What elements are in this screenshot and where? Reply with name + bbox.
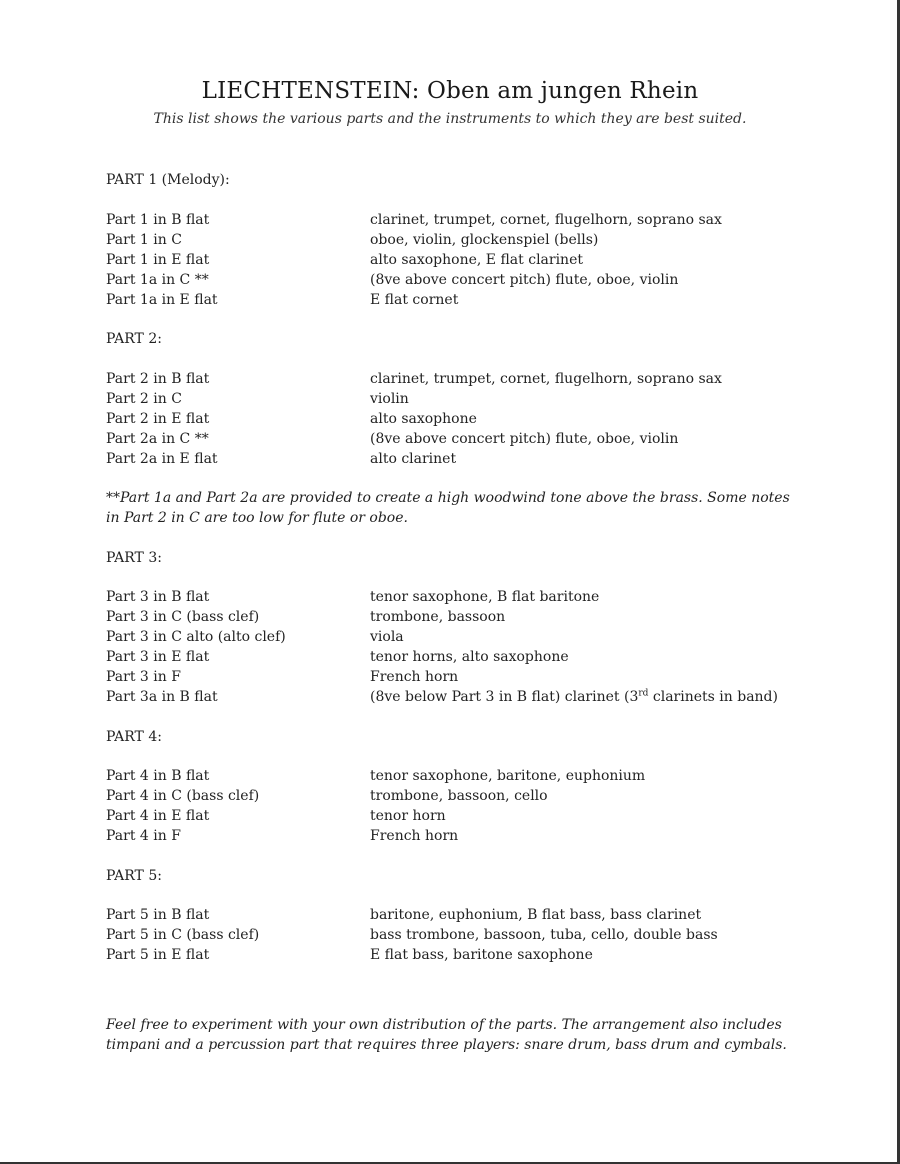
part-instruments (370, 389, 409, 409)
part-instruments (370, 429, 678, 449)
part-instruments (370, 647, 569, 667)
part-name: Part 2 in E flat (106, 410, 210, 427)
part-instruments (370, 786, 548, 806)
section-heading: PART 5: (106, 867, 162, 884)
instruments-text: tenor horns, alto saxophone (370, 649, 569, 665)
page-title: LIECHTENSTEIN: Oben am jungen Rhein (201, 78, 699, 104)
part-name: Part 3 in F (106, 669, 181, 685)
part-row (106, 905, 806, 925)
section-heading: PART 2: (106, 331, 162, 347)
part-row (106, 925, 806, 945)
instruments-text: alto clarinet (370, 450, 457, 467)
instruments-text: E flat bass, baritone saxophone (370, 947, 593, 963)
page-subtitle: This list shows the various parts and the instruments to which they are best suited. (153, 111, 747, 127)
part-instruments (370, 945, 593, 965)
instruments-text-tail: clarinets in band) (648, 689, 778, 705)
part-name: Part 2 in C (106, 390, 182, 407)
part-instruments (370, 667, 458, 687)
part-instruments (370, 369, 722, 389)
instruments-text: French horn (370, 828, 459, 844)
part-row (106, 369, 806, 389)
part-name: Part 5 in E flat (106, 947, 210, 963)
part-instruments (370, 270, 678, 290)
ordinal-superscript: rd (638, 688, 649, 699)
instruments-text: oboe, violin, glockenspiel (bells) (370, 231, 599, 248)
instruments-text: (8ve above concert pitch) flute, oboe, violin (370, 271, 679, 288)
instruments-text: viola (370, 629, 404, 645)
part-row (106, 786, 806, 806)
part-rows (106, 210, 806, 310)
part-name: Part 4 in E flat (106, 808, 210, 824)
instruments-text: clarinet, trumpet, cornet, flugelhorn, soprano sax (370, 370, 722, 387)
part-row (106, 230, 806, 250)
part-name: Part 5 in B flat (106, 907, 210, 923)
instruments-text: violin (370, 390, 409, 407)
part-name: Part 2a in E flat (106, 450, 218, 467)
part-instruments (370, 210, 722, 230)
part-instruments (370, 905, 701, 925)
part-row (106, 290, 806, 310)
part-name: Part 3 in B flat (106, 589, 210, 605)
part-instruments (370, 607, 505, 627)
part-row (106, 766, 806, 786)
part-row (106, 826, 806, 846)
part-instruments (370, 290, 458, 310)
part-instruments (370, 250, 583, 270)
part-name: Part 1a in E flat (106, 291, 218, 308)
section-heading: PART 3: (106, 549, 162, 566)
part-instruments (370, 925, 718, 945)
instruments-text: tenor saxophone, B flat baritone (370, 589, 600, 605)
instruments-text: (8ve above concert pitch) flute, oboe, violin (370, 430, 679, 447)
part-name: Part 4 in F (106, 828, 181, 844)
part-name: Part 1 in B flat (106, 211, 210, 228)
instruments-text: E flat cornet (370, 291, 459, 308)
part-row (106, 627, 806, 647)
section-heading: PART 4: (106, 728, 162, 745)
instruments-text: French horn (370, 669, 459, 685)
part-row (106, 449, 806, 469)
part-name: Part 3 in C alto (alto clef) (106, 629, 286, 645)
part-name: Part 3 in E flat (106, 649, 210, 665)
part-row (106, 647, 806, 667)
part-name: Part 2 in B flat (106, 370, 210, 387)
part-name: Part 4 in C (bass clef) (106, 788, 260, 804)
instruments-text: alto saxophone (370, 410, 477, 427)
part-name: Part 1a in C ** (106, 271, 209, 288)
part-row (106, 429, 806, 449)
instruments-text: (8ve below Part 3 in B flat) clarinet (3 (370, 689, 639, 705)
part-instruments (370, 826, 458, 846)
part-row (106, 389, 806, 409)
part-row (106, 587, 806, 607)
instruments-text: trombone, bassoon, cello (370, 788, 548, 804)
part-name: Part 4 in B flat (106, 768, 210, 784)
part-rows (106, 905, 806, 965)
part-instruments (370, 587, 599, 607)
part-row (106, 210, 806, 230)
part-row (106, 250, 806, 270)
part-row (106, 607, 806, 627)
instruments-text: alto saxophone, E flat clarinet (370, 251, 583, 268)
part-name: Part 1 in E flat (106, 251, 210, 268)
part-row (106, 945, 806, 965)
part-row (106, 687, 806, 707)
instruments-text: clarinet, trumpet, cornet, flugelhorn, soprano sax (370, 211, 722, 228)
part-instruments (370, 766, 645, 786)
part-instruments (370, 409, 477, 429)
part-name: Part 5 in C (bass clef) (106, 927, 260, 943)
part-row (106, 409, 806, 429)
part-row (106, 270, 806, 290)
part-instruments (370, 449, 456, 469)
part-instruments (370, 806, 446, 826)
closing-note: Feel free to experiment with your own distribution of the parts. The arrangement also includes timpani and a percussion part that requires three players: snare drum, bass drum and cymbals. (106, 1017, 787, 1053)
part-instruments (370, 230, 598, 250)
part-name: Part 3a in B flat (106, 689, 218, 705)
part-rows (106, 587, 806, 707)
part-row (106, 806, 806, 826)
instruments-text: tenor horn (370, 808, 446, 824)
part-rows (106, 766, 806, 846)
footnote: **Part 1a and Part 2a are provided to create a high woodwind tone above the brass. Some notes in Part 2 in C are too low for flute or oboe. (106, 490, 790, 526)
part-row (106, 667, 806, 687)
part-name: Part 2a in C ** (106, 430, 209, 447)
part-instruments (370, 687, 778, 707)
parts-list (106, 170, 806, 1055)
instruments-text: trombone, bassoon (370, 609, 506, 625)
part-name: Part 3 in C (bass clef) (106, 609, 260, 625)
instruments-text: bass trombone, bassoon, tuba, cello, double bass (370, 927, 718, 943)
instruments-text: baritone, euphonium, B flat bass, bass clarinet (370, 907, 702, 923)
part-instruments (370, 627, 404, 647)
section-heading: PART 1 (Melody): (106, 172, 230, 188)
part-rows (106, 369, 806, 469)
instruments-text: tenor saxophone, baritone, euphonium (370, 768, 646, 784)
part-name: Part 1 in C (106, 231, 182, 248)
